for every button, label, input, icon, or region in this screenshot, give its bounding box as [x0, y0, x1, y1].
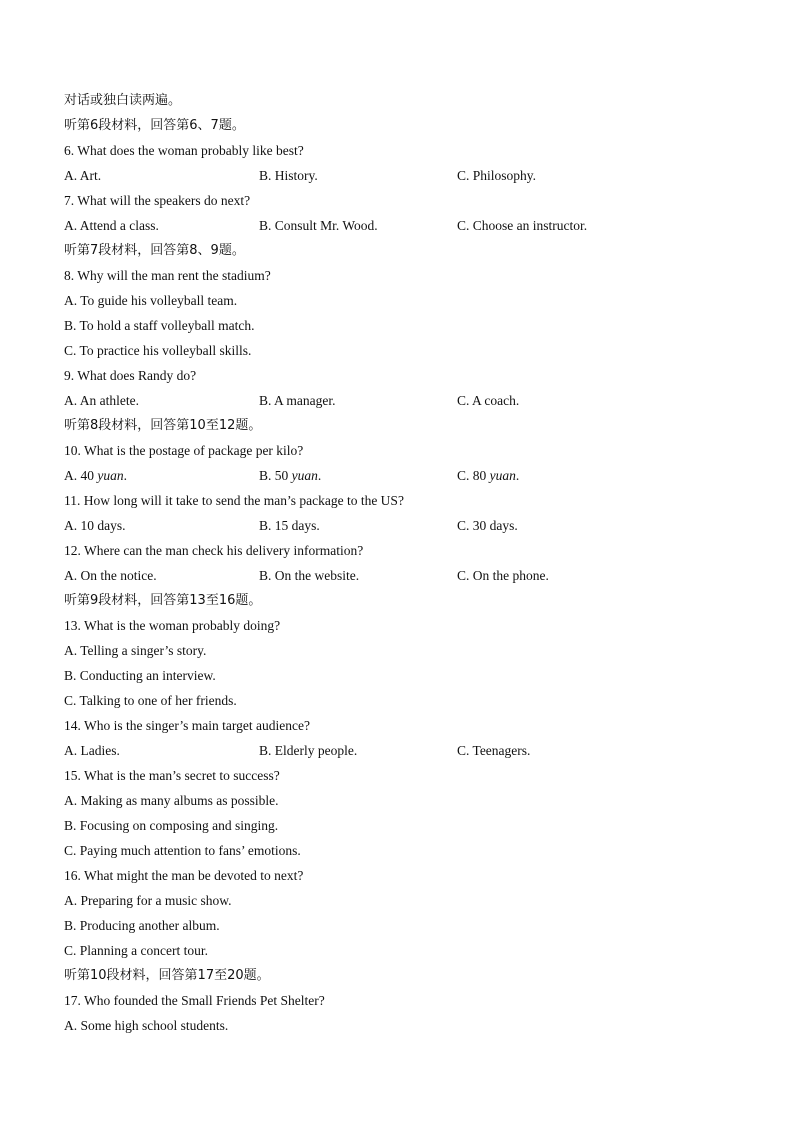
intro-instruction: 对话或独白读两遍。: [64, 93, 182, 108]
option-a: A. On the notice.: [64, 568, 157, 583]
option-a: A. Art.: [64, 168, 102, 183]
option-b: B. A manager.: [259, 393, 336, 408]
option-b: B. Consult Mr. Wood.: [259, 218, 378, 233]
option-a: A. Making as many albums as possible.: [64, 793, 279, 808]
option-a: A. To guide his volleyball team.: [64, 293, 238, 308]
options-row: [64, 463, 744, 488]
question-stem: 17. Who founded the Small Friends Pet Shelter?: [64, 993, 325, 1008]
section-7-heading: 听第7段材料，回答第8、9题。: [64, 243, 245, 258]
option-b: B. Elderly people.: [259, 743, 358, 758]
question-stem: 11. How long will it take to send the man’s package to the US?: [64, 493, 404, 508]
section-8-heading: 听第8段材料，回答第10至12题。: [64, 418, 262, 433]
option-a: A. Telling a singer’s story.: [64, 643, 207, 658]
option-c: C. Paying much attention to fans’ emotions.: [64, 843, 301, 858]
options-row: [64, 213, 744, 238]
option-a: A. 10 days.: [64, 518, 126, 533]
option-c: C. Philosophy.: [457, 168, 537, 183]
option-b: B. On the website.: [259, 568, 360, 583]
question-stem: 10. What is the postage of package per kilo?: [64, 443, 304, 458]
option-a: A. Some high school students.: [64, 1018, 229, 1033]
option-c: C. Choose an instructor.: [457, 218, 588, 233]
question-stem: 15. What is the man’s secret to success?: [64, 768, 280, 783]
options-row: [64, 163, 744, 188]
question-stem: 16. What might the man be devoted to next?: [64, 868, 304, 883]
option-c: C. Teenagers.: [457, 743, 531, 758]
option-c: C. Planning a concert tour.: [64, 943, 208, 958]
option-c: C. 80 yuan.: [457, 468, 520, 483]
option-c: C. To practice his volleyball skills.: [64, 343, 252, 358]
question-stem: 7. What will the speakers do next?: [64, 193, 251, 208]
option-a: A. Ladies.: [64, 743, 120, 758]
question-stem: 13. What is the woman probably doing?: [64, 618, 281, 633]
question-stem: 14. Who is the singer’s main target audience?: [64, 718, 310, 733]
option-b: B. History.: [259, 168, 318, 183]
question-stem: 9. What does Randy do?: [64, 368, 197, 383]
question-stem: 8. Why will the man rent the stadium?: [64, 268, 271, 283]
question-stem: 12. Where can the man check his delivery information?: [64, 543, 364, 558]
question-stem: 6. What does the woman probably like best?: [64, 143, 304, 158]
options-row: [64, 388, 744, 413]
option-c: C. 30 days.: [457, 518, 518, 533]
option-c: C. A coach.: [457, 393, 520, 408]
option-c: C. On the phone.: [457, 568, 549, 583]
option-a: A. Attend a class.: [64, 218, 159, 233]
section-6-heading: 听第6段材料，回答第6、7题。: [64, 118, 245, 133]
exam-page: [64, 88, 744, 1038]
option-b: B. Focusing on composing and singing.: [64, 818, 279, 833]
options-row: [64, 563, 744, 588]
option-b: B. Conducting an interview.: [64, 668, 216, 683]
section-10-heading: 听第10段材料，回答第17至20题。: [64, 968, 270, 983]
option-c: C. Talking to one of her friends.: [64, 693, 237, 708]
options-row: [64, 513, 744, 538]
option-a: A. An athlete.: [64, 393, 139, 408]
option-a: A. Preparing for a music show.: [64, 893, 232, 908]
option-b: B. Producing another album.: [64, 918, 220, 933]
options-row: [64, 738, 744, 763]
section-9-heading: 听第9段材料，回答第13至16题。: [64, 593, 262, 608]
option-a: A. 40 yuan.: [64, 468, 127, 483]
option-b: B. 15 days.: [259, 518, 320, 533]
option-b: B. 50 yuan.: [259, 468, 322, 483]
option-b: B. To hold a staff volleyball match.: [64, 318, 255, 333]
